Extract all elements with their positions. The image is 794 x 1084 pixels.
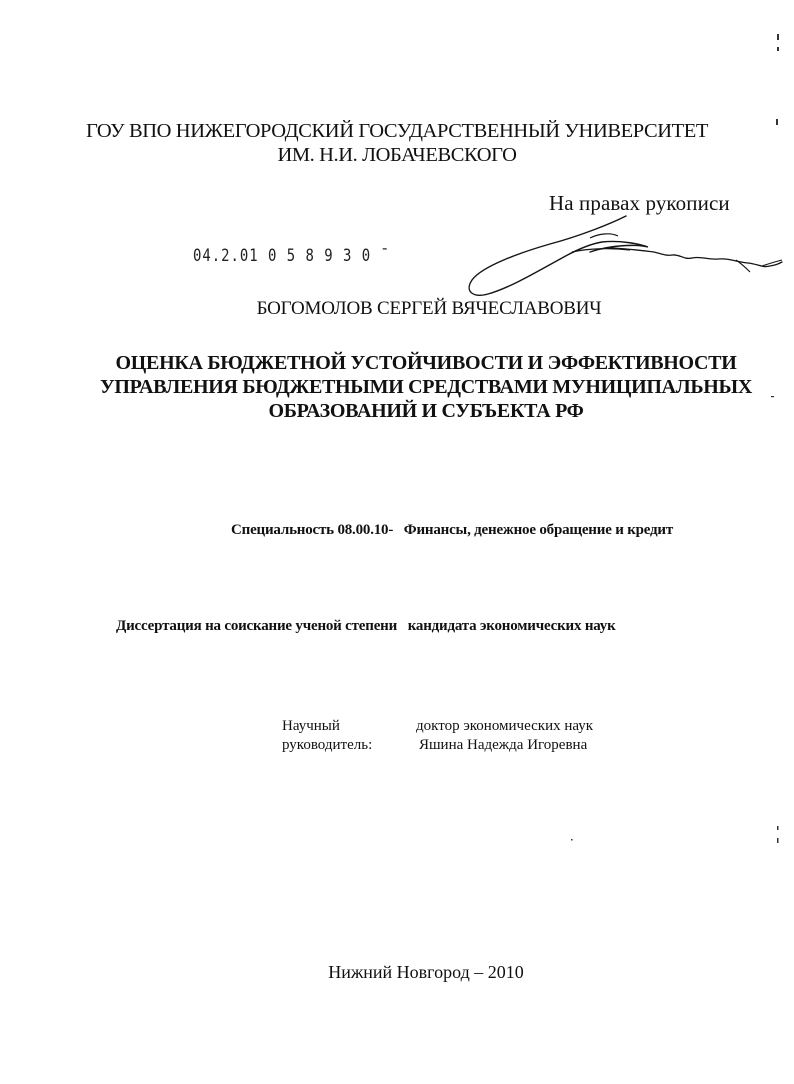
supervisor-label-line-2: руководитель:	[282, 737, 373, 753]
supervisor-label-line-1: Научный	[282, 718, 340, 734]
supervisor-name: Яшина Надежда Игоревна	[419, 737, 588, 753]
author-name: БОГОМОЛОВ СЕРГЕЙ ВЯЧЕСЛАВОВИЧ	[256, 298, 602, 319]
degree-statement: Диссертация на соискание ученой степени кандидата экономических наук	[116, 618, 616, 634]
handwritten-signature	[440, 214, 785, 304]
specialty: Специальность 08.00.10- Финансы, денежное обращение и кредит	[231, 522, 674, 538]
registration-stamp-number: 04.2.01 0 5 8 9 3 0 ˉ	[193, 246, 390, 266]
dissertation-title-line-1: ОЦЕНКА БЮДЖЕТНОЙ УСТОЙЧИВОСТИ И ЭФФЕКТИВНОСТИ	[115, 352, 737, 374]
city-year: Нижний Новгород – 2010	[328, 962, 524, 982]
institution-line-1: ГОУ ВПО НИЖЕГОРОДСКИЙ ГОСУДАРСТВЕННЫЙ УНИВЕРСИТЕТ	[85, 120, 709, 142]
supervisor-degree: доктор экономических наук	[416, 718, 594, 734]
dissertation-title-line-3: ОБРАЗОВАНИЙ И СУБЪЕКТА РФ	[268, 400, 584, 422]
institution-line-2: ИМ. Н.И. ЛОБАЧЕВСКОГО	[277, 144, 517, 166]
manuscript-note: На правах рукописи	[549, 191, 730, 215]
dissertation-title-line-2: УПРАВЛЕНИЯ БЮДЖЕТНЫМИ СРЕДСТВАМИ МУНИЦИПАЛЬНЫХ	[99, 376, 753, 398]
